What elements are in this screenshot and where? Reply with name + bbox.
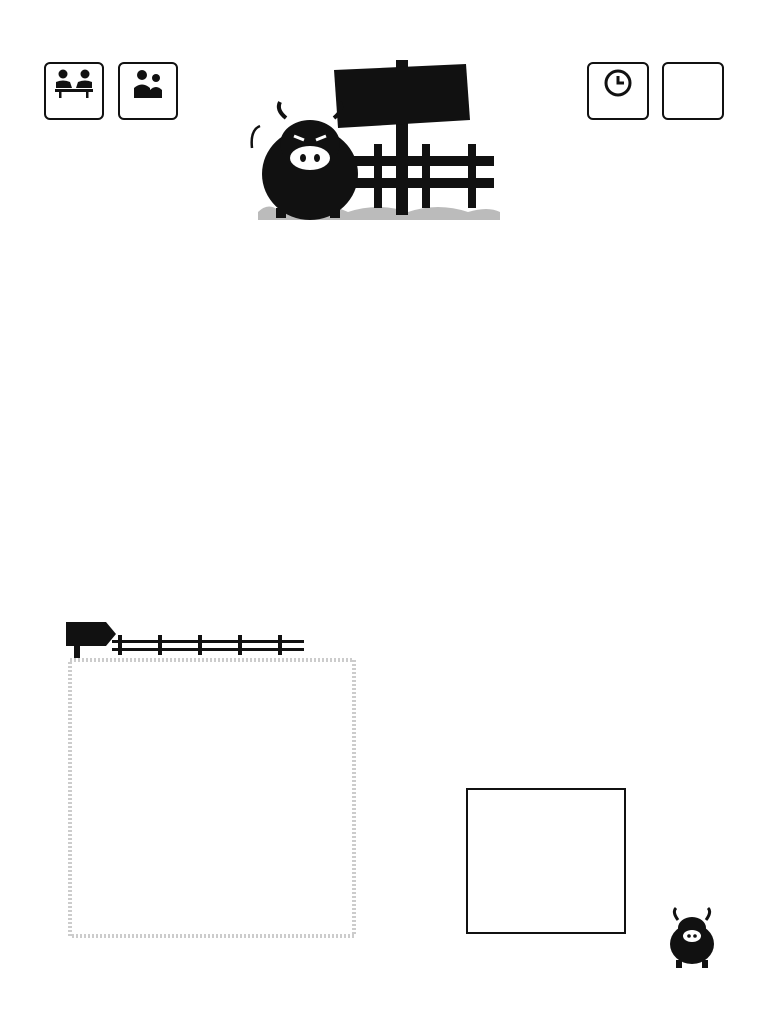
copyright-box [662,62,724,120]
logo [238,52,518,232]
small-bull-icon [664,906,724,970]
intro-block [54,252,382,257]
score-table [466,788,626,934]
sign-board [334,64,470,128]
people-icon [120,66,176,102]
field-diagram [40,610,400,950]
field-border [70,660,354,936]
decorative-fence [112,635,304,655]
solo-players-icon [46,66,102,102]
clock-icon [589,66,647,102]
players-box [44,62,104,120]
rules-right [423,248,735,250]
field-sign [66,622,116,658]
time-box [587,62,649,120]
age-box [118,62,178,120]
rules-left [54,375,384,377]
